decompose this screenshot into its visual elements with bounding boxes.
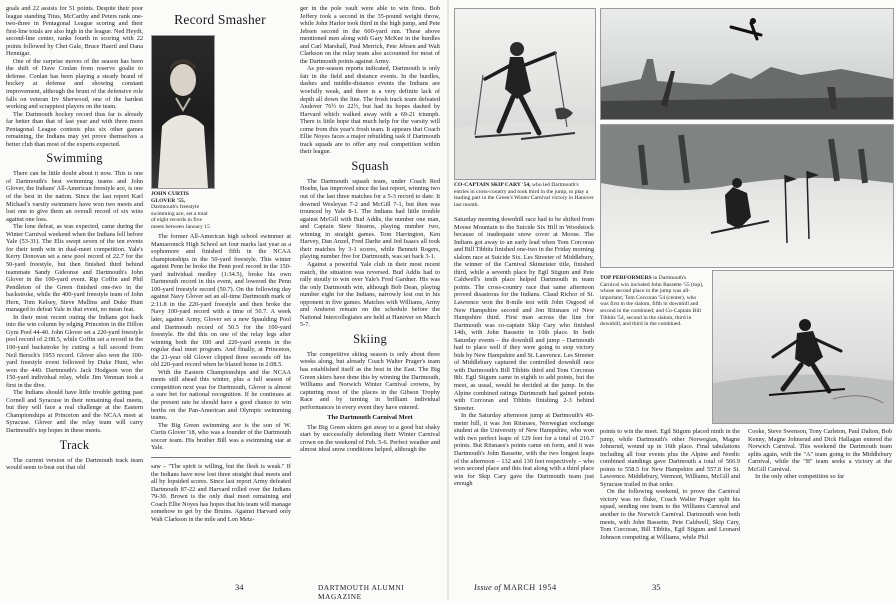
paragraph: With the Eastern Championships and the NCAA meets still ahead this winter, plus a full season of competition next year for Dartmouth, Glover is almost a sure bet for national recognition. If he continues at the present rate he should have a good chance to win berths on the Pan-American and Olympic swimming teams. <box>151 368 291 422</box>
caption-name: JOHN CURTIS GLOVER '55, <box>151 191 189 204</box>
page-number-left: 34 <box>235 582 244 592</box>
left-page <box>0 0 448 600</box>
paragraph: In the Saturday afternoon jump at Dartmouth's 40-meter hill, it was Jon Riisnaes, Norwegian exchange student at the University of New Hampshire, who won with two perfect leaps of 129 feet for a total of 216.7 points. But Riisnaes's points came on form, and it was Dartmouth's John Bassette, with the two longest leaps of the afternoon – 132 and 130 feet respectively – who won second place and this feat along with a third place win for Skip Cary gave the Dartmouth team just enough <box>454 412 594 488</box>
right-column-3 <box>748 428 892 577</box>
paragraph: ger in the pole vault were able to win firsts. Bob Jeffery took a second in the 35-pound weight throw, while John Harlor took third in the high jump, and Pete Jebsen second in the 600-yard run. These above mentioned men along with Gary McKee in the hurdles and Carl Marshall, Paul Merrick, Pete Jebsen and Walt Clarkson on the relay team also accounted for most of the Dartmouth points against Army. <box>300 5 440 65</box>
portrait-caption <box>151 191 213 231</box>
paragraph: Saturday morning downhill race had to be shifted from Moose Mountain to the Suicide Six Hill in Woodstock because of inadequate snow cover at Moose. The Indians got away to an early lead when Tom Corcoran and Bill Tibbits finished one-two in the Friday morning slalom race at Suicide Six. Les Streeter of Middlebury, the winner of the Carnival Skimeister title, finished third, while a seventh place by Egil Stigum and Pete Caldwell's tenth place helped Dartmouth in team points. The cross-country race that same afternoon proved disastrous for the Indians. Claud Richor of St. Lawrence won the 8-mile test with John Osgood of New Hampshire second and Jon Riisnaes of New Hampshire third. First man across the line for Dartmouth was co-captain Skip Cary who finished 14th, with John Bassette in 16th place. In both Saturday events – the downhill and jump – Dartmouth had to place well if they were going to stop victory bids by New Hampshire and St. Lawrence. Les Streeter of Middlebury captured the controlled downhill race with Dartmouth's Bill Tibbits third and Tom Corcoran 8th. Egil Stigum came in eighth to add points, but the meet, as usual, would be decided at the jump. In the Alpine combined ratings Dartmouth had gained points with Corcoran and Tibbits finishing 2-3 behind Streeter. <box>454 216 594 412</box>
caption-title: TOP PERFORMERS <box>600 275 652 281</box>
paragraph: The current version of the Dartmouth track team would seem to beat out that old <box>6 456 143 472</box>
squash-heading: Squash <box>351 158 389 173</box>
paragraph: The competitive skiing season is only about three weeks along, but already Coach Walter Prager's team has established itself as the best in the East. The Big Green skiers have done this by winning the Dartmouth, Williams and Norwich Winter Carnival crowns, by capturing most of the places in the Gibson Trophy Race and by turning in brilliant individual performances in every event they have entered. <box>300 350 440 411</box>
paragraph: The Dartmouth hockey record thus far is already far better than that of last year and with three more Pentagonal League contests plus six other games remaining, the Indians may yet prove themselves a better club than most of the experts expected. <box>6 110 143 148</box>
slalom-photo <box>600 124 894 268</box>
page-gutter <box>447 0 449 600</box>
track-heading: Track <box>59 437 90 452</box>
paragraph: The Big Green swimming ace is the son of W. Curtis Glover '18, who was a founder of the Dartmouth soccer team. His brother Bill was a swimming star at Yale. <box>151 421 291 452</box>
paragraph: goals and 22 assists for 51 points. Despite their poor league standing Titus, McCarthy and Peters rank one-two-three in Pentagonal League scoring and their first-line totals are also high in the league. Ned Heydt, second-line center, ranks fourth in scoring with 22 points followed by Chet Gale, Bruce Haertl and Dana Hennigar. <box>6 5 143 58</box>
issue-label: Issue of <box>474 583 502 592</box>
swimmer-portrait-graphic <box>152 36 214 188</box>
record-smasher-box <box>147 5 293 577</box>
paragraph: Against a powerful Yale club in their most recent match, the situation was reversed. Bud Addis had to rally stoutly to win over Yale's Fred Gardner. His was the only Dartmouth win, although Bob Dean, playing number eight for the Indians, narrowly lost out to his opponent in five games. Matches with Williams, Army and Amherst remain on the schedule before the National Intercollegiates are held at Hanover on March 5-7. <box>300 260 440 329</box>
skiing-heading: Skiing <box>353 331 387 346</box>
box-divider <box>151 457 291 458</box>
skip-cary-photo <box>454 8 596 180</box>
track-continued-text <box>151 463 291 575</box>
caption-text: in Dartmouth's Carnival win included John Bassette '55 (top), whose second place in the jump was all-important; Tom Corcoran '54 (center), who was first in the slalom, fifth in downhill and second in the combined; and Co-Captain Bill Tibbits '54, second in the slalom, third in downhill, and third in the combined. <box>600 275 704 328</box>
downhill-skier-graphic <box>713 271 893 423</box>
paragraph: In their most recent outing the Indians got back into the win column by edging Princeton in the Dillon Gym Pool 44-40. John Glover set a 220-yard freestyle pool record of 2:08.5, while Coffin set a record in the 100-yard backstroke by cutting a full second from Neil Bersch's 1953 record. Glover also won the 100-yard freestyle event followed by Duke Hunt, who won the 440. Dartmouth's Jack Hodgson won the 150-yard individual relay, while Jim Venman took a first in the dive. <box>6 313 143 389</box>
right-page <box>450 0 896 600</box>
paragraph: The former All-American high school swimmer at Mamaroneck High School set four marks last year as a sophomore and finished fifth in the NCAA championships in the 50-yard freestyle. This winter against Penn he broke the Penn pool record in the 150-yard individual medley (1:34.5), broke his own Dartmouth record in this event, and lowered the Penn 100-yard freestyle record (50.7). On the following day against Navy Glover set an all-time Dartmouth mark of 2:11.8 in the 220-yard freestyle and then broke the Navy 100-yard record with a time of 50.7. A week later, against Army, Glover set a new Spaulding Pool and Dartmouth record of 50.5 for the 100-yard freestyle. He did this on one of the relay legs after winning both the 100 and 220-yard events in the regular dual meet program. And finally, at Princeton, the 21-year old Glover clipped three seconds off his old 220-yard record when he blazed home in 2:08.5. <box>151 233 291 369</box>
paragraph: points to win the meet. Egil Stigum placed ninth in the jump, while Dartmouth's other Norwegian, Magne Johnsrud, wound up in 16th place. Final tabulations including all four events plus the Alpine and Nordic combined standings gave Dartmouth a total of 566.9 points to 558.5 for New Hampshire and 557.8 for St. Lawrence. Middlebury, Vermont, Williams, McGill and Syracuse trailed in that order. <box>600 428 740 488</box>
skier-action-photo <box>712 270 894 424</box>
paragraph: On the following weekend, to prove the Carnival victory was no fluke, Coach Walter Prager split his squad, sending one team to the Williams Carnival and another to the Norwich Carnival. Dartmouth won both meets, with John Bassette, Pete Caldwell, Skip Cary, Tom Corcoran, Bill Tibbits, Egil Stigum and Leonard Johnson competing at Williams, while Phil <box>600 488 740 541</box>
paragraph: saw – "The spirit is willing, but the flesh is weak." If the Indians have now lost three straight dual meets and all by lopsided scores. Since last report Army defeated Dartmouth 87-22 and Harvard rolled over the Indians 79-30. Brown is the only dual meet remaining and Coach Ellie Noyes has hopes that his team will manage somehow to get by the Bruins. Against Harvard only Walt Clarkson in the mile and Lon Metz- <box>151 463 291 523</box>
paragraph: As pre-season reports indicated, Dartmouth is only fair in the field and distance events. In the hurdles, dashes and middle-distance events the Indians are woefully weak, and there is a very definite lack of depth all down the line. The frosh track team defeated Andover 76½ to 22½, but had its hopes dashed by Harvard which walked away with a 69-21 triumph. There is little hope that much help for the varsity will come from this year's frosh team. It appears that Coach Ellie Noyes faces a major rebuilding task if Dartmouth track squads are to offer any real competition within their league. <box>300 65 440 156</box>
carnival-meet-subheading: The Dartmouth Carnival Meet <box>327 414 413 422</box>
issue-date <box>474 583 557 592</box>
caption-name: CO-CAPTAIN SKIP CARY '54, <box>454 182 531 188</box>
paragraph: One of the surprise moves of the season has been the shift of Dave Conlan from reserve goalie to defense. Conlan has been playing a steady brand of hockey at defense and showing constant improvement, although the brunt of the defensive role falls on veteran Irv Sherwood, one of the hardest working and scrappiest players on the team. <box>6 57 143 111</box>
right-column-1 <box>454 216 594 577</box>
page-number-right: 35 <box>652 582 661 592</box>
right-column-2 <box>600 428 740 577</box>
paragraph: The Indians should have little trouble getting past Cornell and Syracuse in their remaining dual meets, but they will face a real challenge at the Eastern Championships at Princeton and the NCAA meet at Syracuse. Glover and the relay team will carry Dartmouth's top hopes in these meets. <box>6 389 143 434</box>
caption-text: Dartmouth's freestyle swimming ace, set a total of eight records in five meets between January 15 <box>151 204 210 230</box>
magazine-name: DARTMOUTH ALUMNI MAGAZINE <box>318 583 405 601</box>
paragraph: The Dartmouth squash team, under Coach Red Hoehn, has improved since the last report, winning two out of the last three matches for a 5-3 record to date. It downed Wesleyan 7-2 and McGill 7-1, but then was trounced by Yale 8-1. The Indians had little trouble against McGill with Bud Addis, the number one man, and Captain Stew Stearns, playing number two, winning in straight games. Tom Harrington, Ken Harvey, Dan Anzel, Fred Darlte and Jed Isaacs all took their matches by 3-1 scores, while Bennett Rogers, playing number five for Dartmouth, was set back 3-1. <box>300 177 440 261</box>
record-smasher-heading: Record Smasher <box>174 12 266 27</box>
paragraph: The Big Green skiers got away to a good but shaky start by successfully defending their Winter Carnival crown on the weekend of Feb. 5-6. Perfect weather and almost ideal snow conditions helped, although the <box>300 423 440 454</box>
paragraph: Cooke, Steve Swenson, Tony Carleton, Paul Dalton, Bob Kenny, Magne Johnsrud and Dick Hallagan entered the Norwich Carnival. This weekend the Dartmouth team splits again, with the "A" team going to the Middlebury Carnival, while the "B" team seeks a victory at the McGill Carnival. <box>748 428 892 473</box>
cross-country-skier-graphic <box>455 9 595 179</box>
left-column-3 <box>300 5 440 577</box>
paragraph: In the only other competition so far <box>755 473 845 481</box>
caption-text: who led Dartmouth's entries in cross-country and took third in the jump, to play a leading part in the Green's Winter Carnival victory in Hanover last month. <box>454 182 594 208</box>
top-performers-caption <box>600 275 706 355</box>
skip-cary-caption <box>454 182 594 214</box>
slalom-graphic <box>601 125 893 267</box>
record-smasher-text <box>151 233 291 452</box>
left-column-1 <box>6 5 143 577</box>
issue-month: MARCH 1954 <box>503 583 557 592</box>
swimming-heading: Swimming <box>46 151 103 166</box>
swimmer-portrait-photo <box>151 35 215 189</box>
ski-jump-photo <box>600 8 894 120</box>
paragraph: The lone defeat, as was expected, came during the Winter Carnival weekend when the Indians fell before Yale (53-31). The Elis swept seven of the ten events for their tenth win in dual-meet competition. Yale's Kerry Donovan set a new pool record of 22.7 for the 50-yard freestyle, but then finished third behind teammate Sandy Gideonse and Dartmouth's John Glover in the 100-yard event. Rip Coffin and Phil Pendleton of the Green finished one-two in the backstroke, while the 400-yard freestyle team of John Hern, Tom Kelsey, Steve Mullins and Duke Hunt managed to defeat Yale in that event, no mean feat. <box>6 223 143 314</box>
paragraph: There can be little doubt about it now. This is one of Dartmouth's best swimming teams and John Glover, the Indians' All-American freestyle ace, is one of the best in the nation. Since the last report Karl Michael's varsity swimmers have won two meets and lost one to give them an overall record of six wins against one loss. <box>6 170 143 223</box>
ski-jump-graphic <box>601 9 893 119</box>
